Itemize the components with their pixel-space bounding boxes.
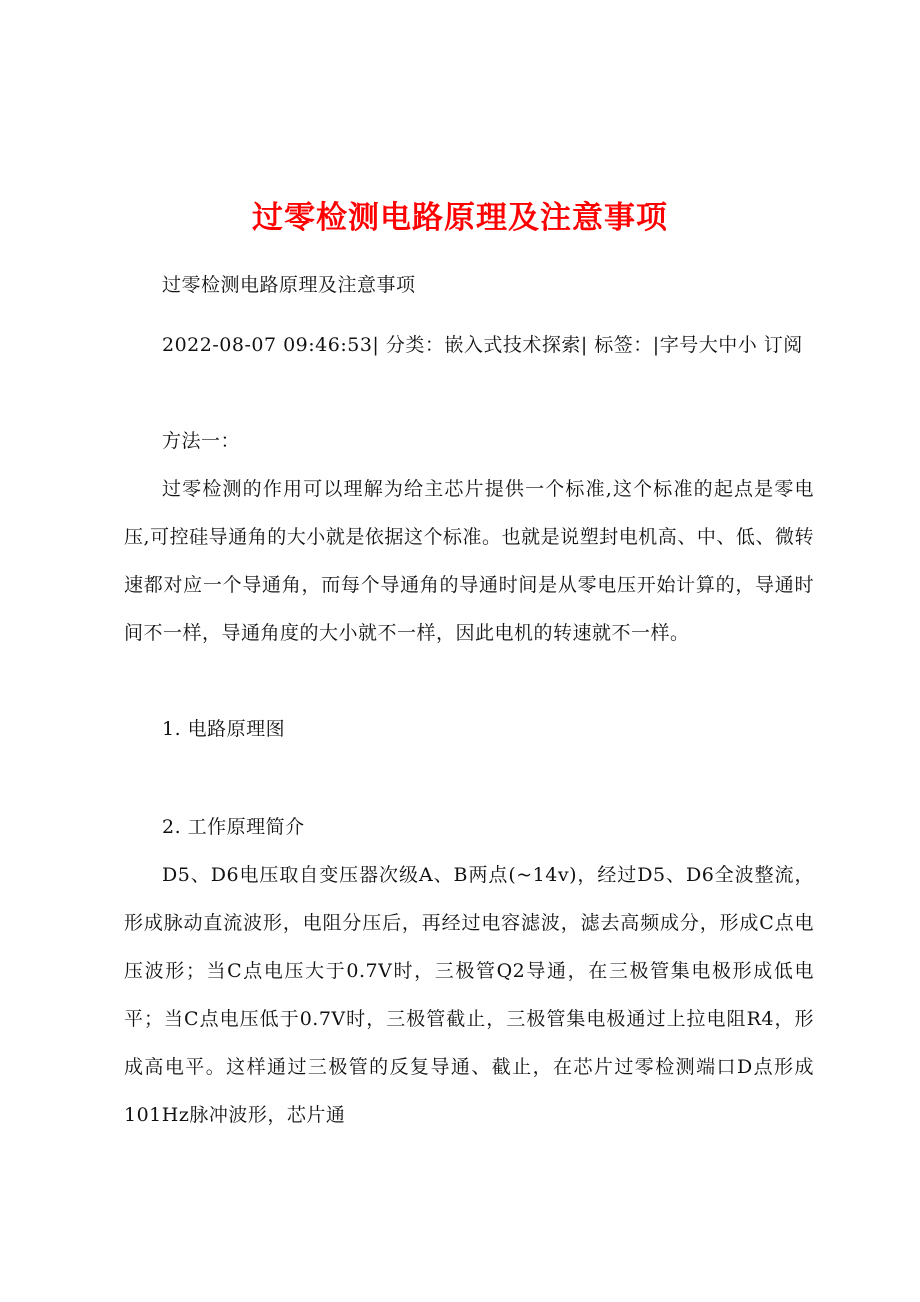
method-heading: 方法一： — [162, 430, 241, 452]
subtitle: 过零检测电路原理及注意事项 — [162, 274, 416, 296]
paragraph-1: 过零检测的作用可以理解为给主芯片提供一个标准,这个标准的起点是零电压,可控硅导通角的大小就是依据这个标准。也就是说塑封电机高、中、低、微转速都对应一个导通角，而每个导通角的导通时间是从零电压开始计算的，导通时间不一样，导通角度的大小就不一样，因此电机的转速就不一样。 — [124, 478, 814, 644]
document-title: 过零检测电路原理及注意事项 — [252, 200, 668, 236]
section-heading-1: 1. 电路原理图 — [162, 718, 286, 740]
paragraph-2: D5、D6电压取自变压器次级A、B两点(~14v)，经过D5、D6全波整流，形成脉动直流波形，电阻分压后，再经过电容滤波，滤去高频成分，形成C点电压波形；当C点电压大于0.7V时，三极管Q2导通，在三极管集电极形成低电平；当C点电压低于0.7V时，三极管截止，三极管集电极通过上拉电阻R4，形成高电平。这样通过三极管的反复导通、截止，在芯片过零检测端口D点形成101Hz脉冲波形，芯片通 — [124, 864, 814, 1126]
section-heading-2: 2. 工作原理简介 — [162, 816, 305, 838]
meta-line: 2022-08-07 09:46:53| 分类：嵌入式技术探索| 标签：|字号大中小 订阅 — [162, 334, 803, 356]
